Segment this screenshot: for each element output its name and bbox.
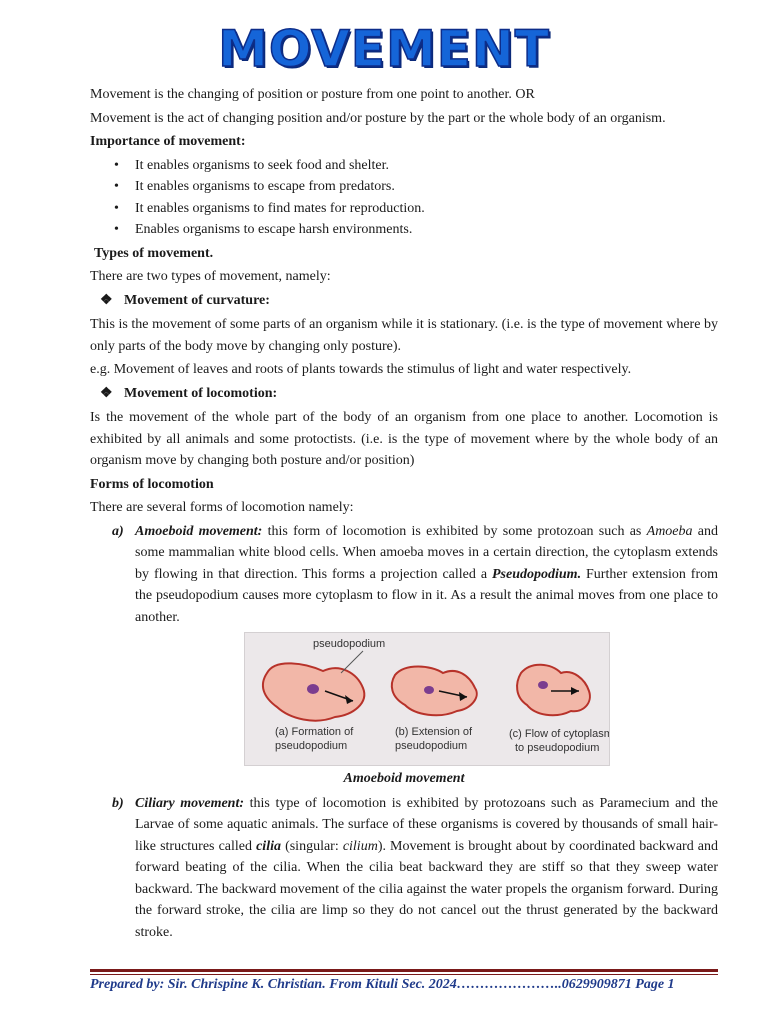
page-title: MOVEMENT xyxy=(218,20,550,78)
figure-caption: Amoeboid movement xyxy=(343,771,465,786)
definition-2: Movement is the act of changing position and/or posture by the part or the whole body of an organism. xyxy=(90,110,666,126)
diamond-bullet-icon: ❖ xyxy=(100,385,113,401)
amoeba-cell-b xyxy=(392,667,477,716)
document-body xyxy=(90,84,718,943)
item-label: b) xyxy=(112,795,124,811)
diamond-bullet-icon: ❖ xyxy=(100,292,113,308)
locomotion-text: Is the movement of the whole part of the body of an organism from one place to another. Locomotion is exhibited by all animals and some protoctists. (i.e. is the type of movement where by the whole body of an organism move by changing both posture and/or position) xyxy=(90,410,718,468)
types-intro: There are two types of movement, namely: xyxy=(90,269,331,284)
footer-divider xyxy=(90,974,718,975)
ciliary-term: Ciliary movement: xyxy=(135,795,245,811)
list-item: • Enables organisms to escape harsh environments. xyxy=(90,219,718,241)
footer-divider xyxy=(90,969,718,972)
definition-1: Movement is the changing of position or posture from one point to another. OR xyxy=(90,87,535,102)
amoeba-nucleus-c xyxy=(538,681,548,689)
list-item: • It enables organisms to escape from predators. xyxy=(90,176,718,198)
figure-label-c-2: to pseudopodium xyxy=(515,742,600,754)
importance-list xyxy=(90,155,718,241)
amoeba-nucleus-b xyxy=(424,686,434,694)
ciliary-item: b) Ciliary movement: this type of locomotion is exhibited by protozoans such as Paramecium and the Larvae of some aquatic animals. The surface of these organisms is covered by thousands of small hair-like structures called cilia (singular: cilium). Movement is brought about by coordinated backward and forward beating of the cilia. When the cilia beat backward they are stiff so that they sweep water backward. The backward movement of the cilia against the water propels the organism forward. During the forward stroke, the cilia are limp so they do not cancel out the thrust generated by the backward stroke. xyxy=(90,793,718,944)
figure-label-c-1: (c) Flow of cytoplasm xyxy=(509,728,609,740)
amoeba-nucleus-a xyxy=(307,684,319,694)
amoeboid-item: a) Amoeboid movement: this form of locomotion is exhibited by some protozoan such as Amoeba and some mammalian white blood cells. When amoeba moves in a certain direction, the cytoplasm extends by flowing in that direction. This forms a projection called a Pseudopodium. Further extension from the pseudopodium causes more cytoplasm to flow in it. As a result the animal moves from one place to another. xyxy=(90,521,718,629)
amoeboid-figure xyxy=(244,632,610,766)
curvature-heading: ❖ Movement of curvature: xyxy=(90,290,718,312)
page-footer: Prepared by: Sir. Chrispine K. Christian. From Kituli Sec. 2024…………………..0629909871 Page 1 xyxy=(90,977,675,992)
amoeboid-term: Amoeboid movement: xyxy=(135,523,263,539)
figure-label-a-2: pseudopodium xyxy=(275,740,348,752)
curvature-example: e.g. Movement of leaves and roots of plants towards the stimulus of light and water respectively. xyxy=(90,362,632,377)
list-item: • It enables organisms to seek food and shelter. xyxy=(90,155,718,177)
figure-label-b-2: pseudopodium xyxy=(395,740,468,752)
amoeba-diagram xyxy=(245,633,609,765)
forms-intro: There are several forms of locomotion namely: xyxy=(90,500,354,515)
forms-heading: Forms of locomotion xyxy=(90,476,214,492)
pseudopodium-label: pseudopodium xyxy=(313,638,386,650)
figure-label-a-1: (a) Formation of xyxy=(275,726,354,738)
importance-heading: Importance of movement: xyxy=(90,134,246,149)
list-item: • It enables organisms to find mates for reproduction. xyxy=(90,198,718,220)
item-label: a) xyxy=(112,523,124,539)
locomotion-heading: ❖ Movement of locomotion: xyxy=(90,383,718,405)
pseudopodium-pointer xyxy=(341,651,363,673)
curvature-text: This is the movement of some parts of an organism while it is stationary. (i.e. is the type of movement where by only parts of the body move by changing only posture). xyxy=(90,317,718,354)
figure-label-b-1: (b) Extension of xyxy=(395,726,473,738)
types-heading: Types of movement. xyxy=(94,245,214,261)
amoeba-cell-c xyxy=(517,665,590,716)
